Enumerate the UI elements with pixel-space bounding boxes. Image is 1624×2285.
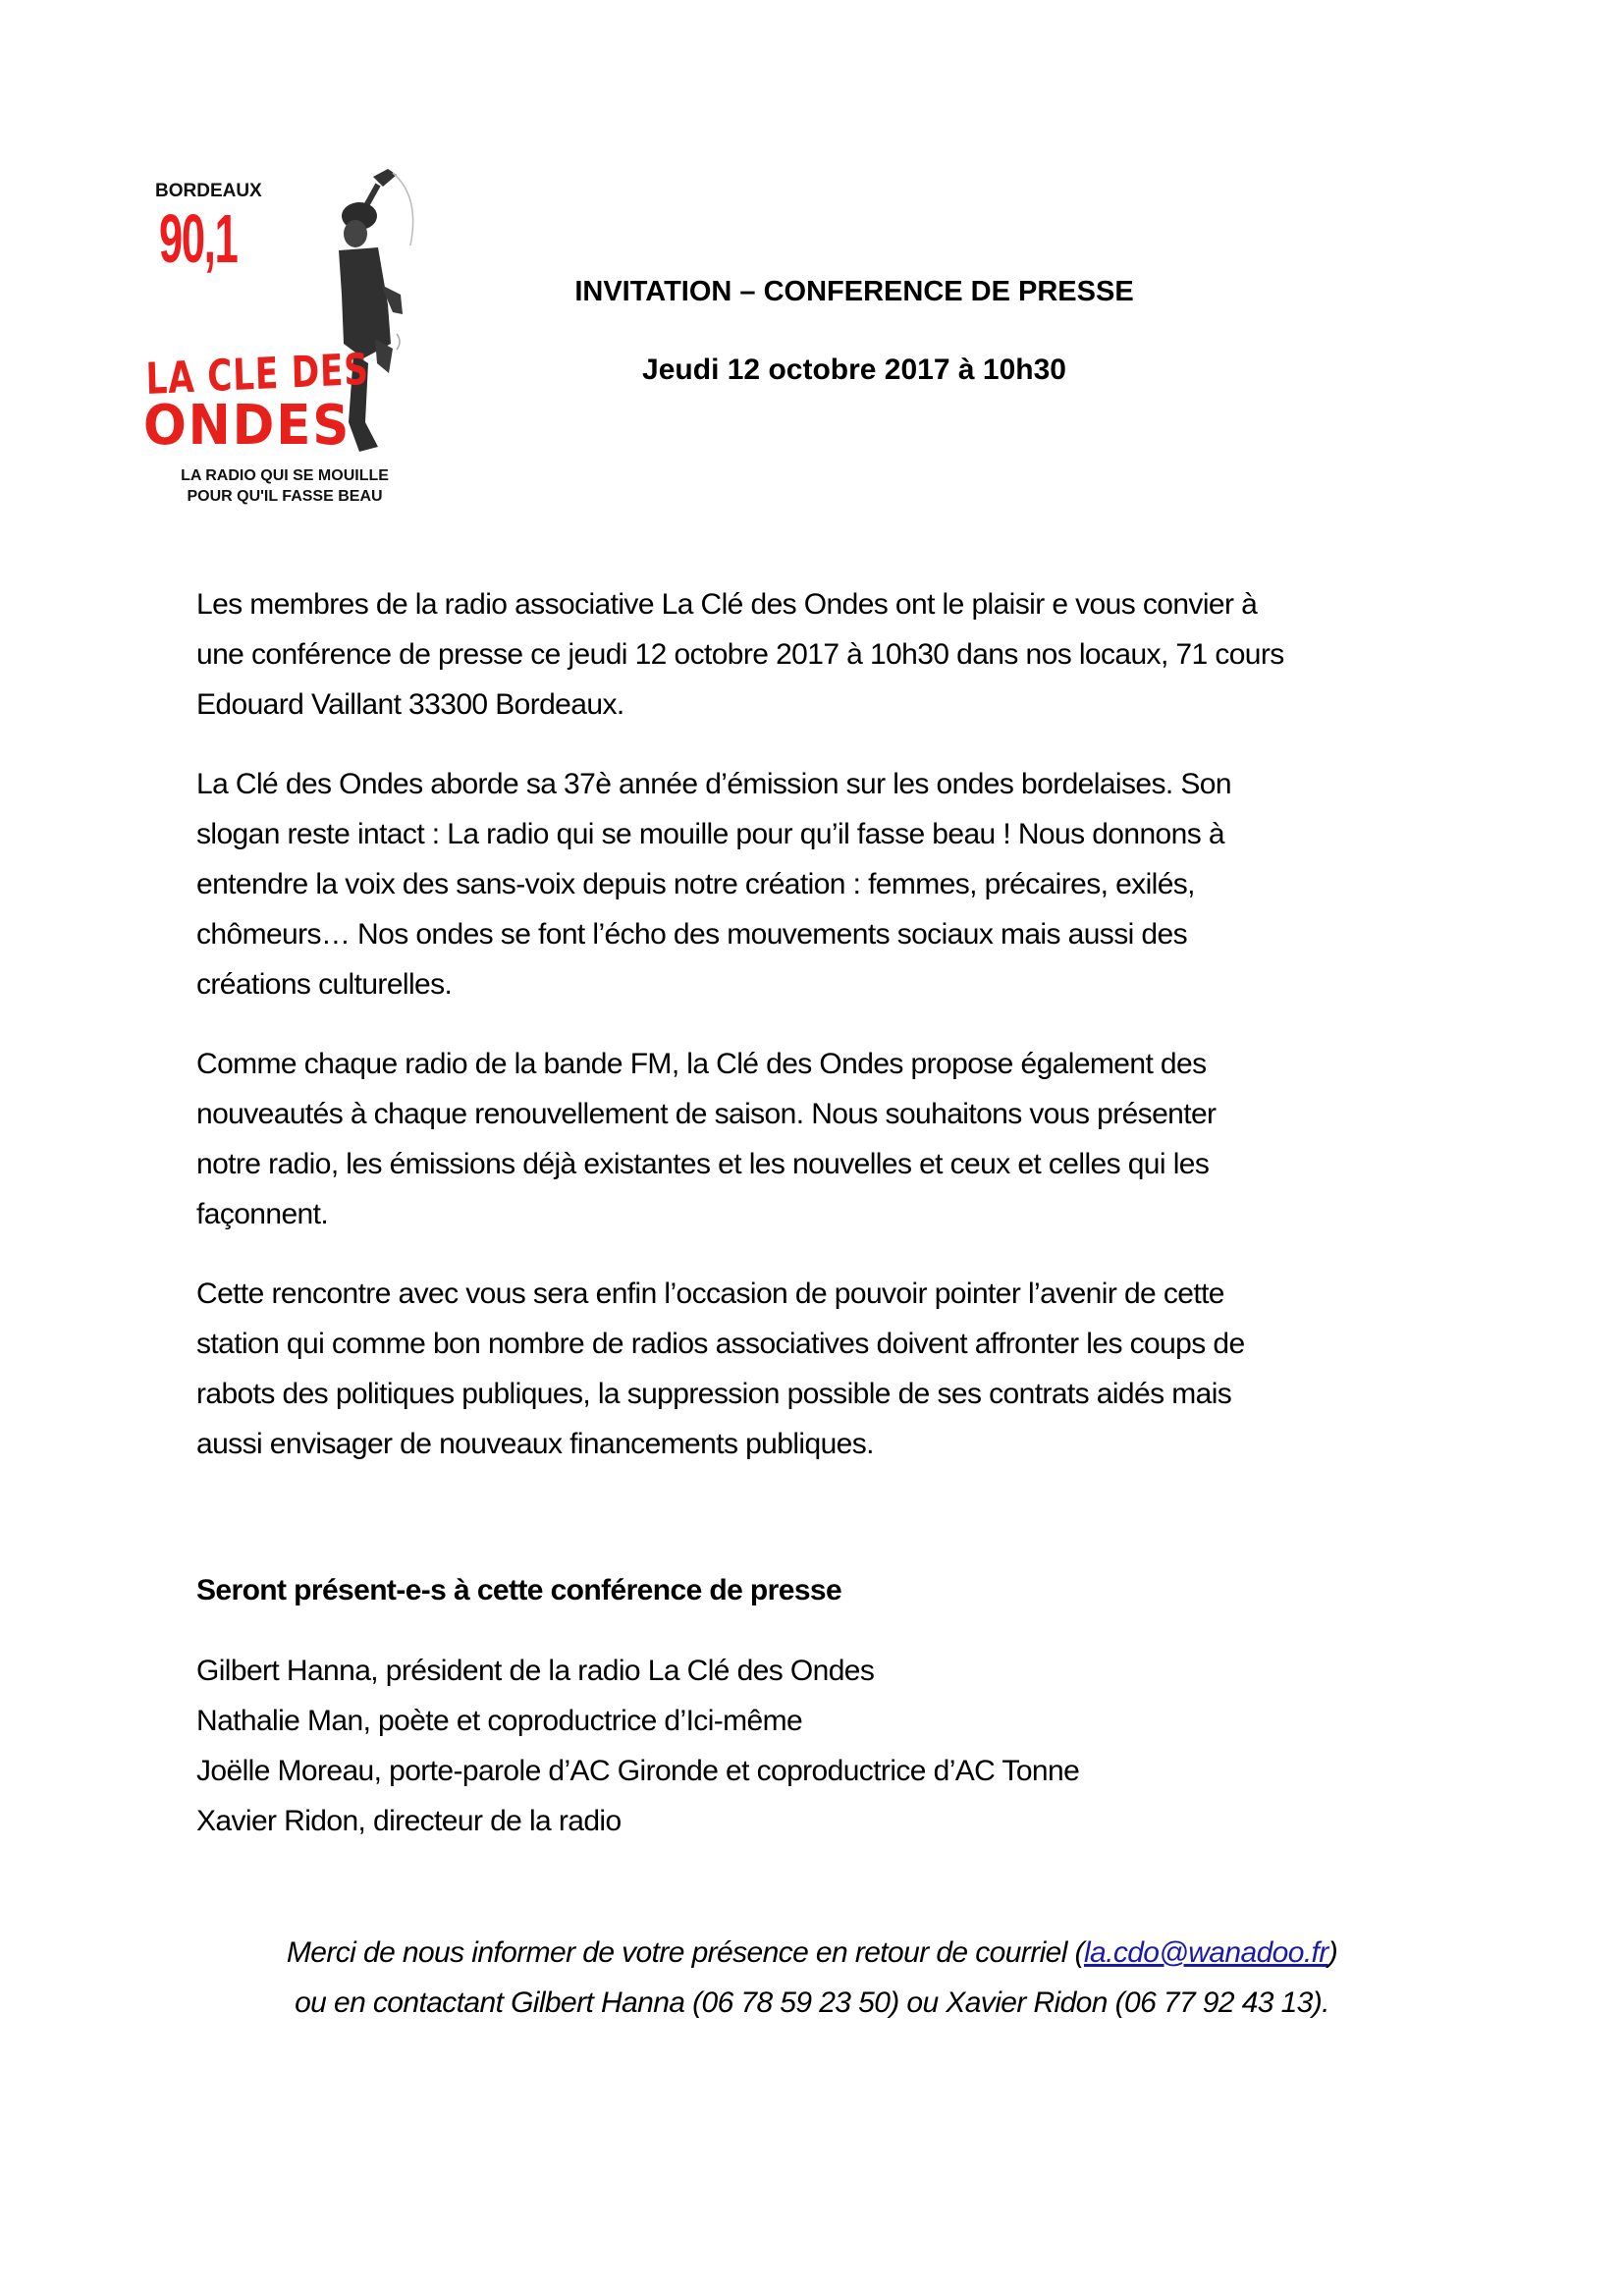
text-line: notre radio, les émissions déjà existantes et les nouvelles et ceux et celles qui les	[196, 1148, 1210, 1180]
text-line: rabots des politiques publiques, la suppression possible de ses contrats aidés mais	[196, 1378, 1232, 1410]
rsvp-line2: ou en contactant Gilbert Hanna (06 78 59 23 50) ou Xavier Ridon (06 77 92 43 13).	[295, 1986, 1329, 2019]
body-text	[196, 579, 1473, 1498]
text-line: Comme chaque radio de la bande FM, la Clé des Ondes propose également des	[196, 1048, 1207, 1080]
text-line: créations culturelles.	[196, 968, 453, 1001]
rsvp-line1	[0, 1928, 1624, 1978]
text-line: façonnent.	[196, 1198, 329, 1230]
text-line: Cette rencontre avec vous sera enfin l’occasion de pouvoir pointer l’avenir de cette	[196, 1278, 1224, 1310]
logo-slogan-line2: POUR QU'IL FASSE BEAU	[187, 488, 383, 505]
text-line: Edouard Vaillant 33300 Bordeaux.	[196, 688, 624, 721]
logo-slogan-line1: LA RADIO QUI SE MOUILLE	[181, 467, 389, 484]
attendee-item: Joëlle Moreau, porte-parole d’AC Gironde et coproductrice d’AC Tonne	[196, 1755, 1080, 1787]
event-date: Jeudi 12 octobre 2017 à 10h30	[642, 354, 1066, 386]
text-line: une conférence de presse ce jeudi 12 octobre 2017 à 10h30 dans nos locaux, 71 cours	[196, 638, 1284, 671]
attendee-item: Gilbert Hanna, président de la radio La Clé des Ondes	[196, 1655, 875, 1687]
attendees-heading: Seront présent-e-s à cette conférence de presse	[196, 1574, 842, 1606]
rsvp-text: Merci de nous informer de votre présence en retour de courriel (	[286, 1936, 1084, 1969]
logo-slogan	[137, 465, 432, 507]
text-line: nouveautés à chaque renouvellement de saison. Nous souhaitons vous présenter	[196, 1098, 1217, 1130]
email-link[interactable]: la.cdo@wanadoo.fr	[1083, 1936, 1328, 1969]
logo-name-line2: ONDES	[143, 394, 352, 458]
page-title: INVITATION – CONFERENCE DE PRESSE	[574, 276, 1134, 307]
text-line: station qui comme bon nombre de radios associatives doivent affronter les coups de	[196, 1328, 1245, 1360]
attendees-list	[196, 1646, 1079, 1846]
text-line: slogan reste intact : La radio qui se mouille pour qu’il fasse beau ! Nous donnons à	[196, 818, 1224, 850]
text-line: Les membres de la radio associative La Clé des Ondes ont le plaisir e vous convier à	[196, 588, 1258, 621]
paragraph-intro	[196, 579, 1473, 730]
rsvp-text-end: )	[1327, 1936, 1338, 1969]
attendee-item: Nathalie Man, poète et coproductrice d’Ici-même	[196, 1705, 803, 1737]
logo-name-line1: LA CLE DES	[144, 344, 370, 405]
rsvp-note	[0, 1928, 1624, 2028]
logo-frequency: 90,1	[159, 200, 238, 277]
paragraph-programs	[196, 1039, 1473, 1239]
attendee-item: Xavier Ridon, directeur de la radio	[196, 1805, 622, 1837]
text-line: entendre la voix des sans-voix depuis notre création : femmes, précaires, exilés,	[196, 868, 1195, 900]
text-line: aussi envisager de nouveaux financements publiques.	[196, 1428, 874, 1460]
text-line: chômeurs… Nos ondes se font l’écho des mouvements sociaux mais aussi des	[196, 918, 1187, 951]
paragraph-history	[196, 759, 1473, 1009]
paragraph-future	[196, 1269, 1473, 1469]
radio-logo	[137, 167, 432, 511]
logo-city: BORDEAUX	[155, 181, 262, 201]
text-line: La Clé des Ondes aborde sa 37è année d’émission sur les ondes bordelaises. Son	[196, 768, 1231, 800]
